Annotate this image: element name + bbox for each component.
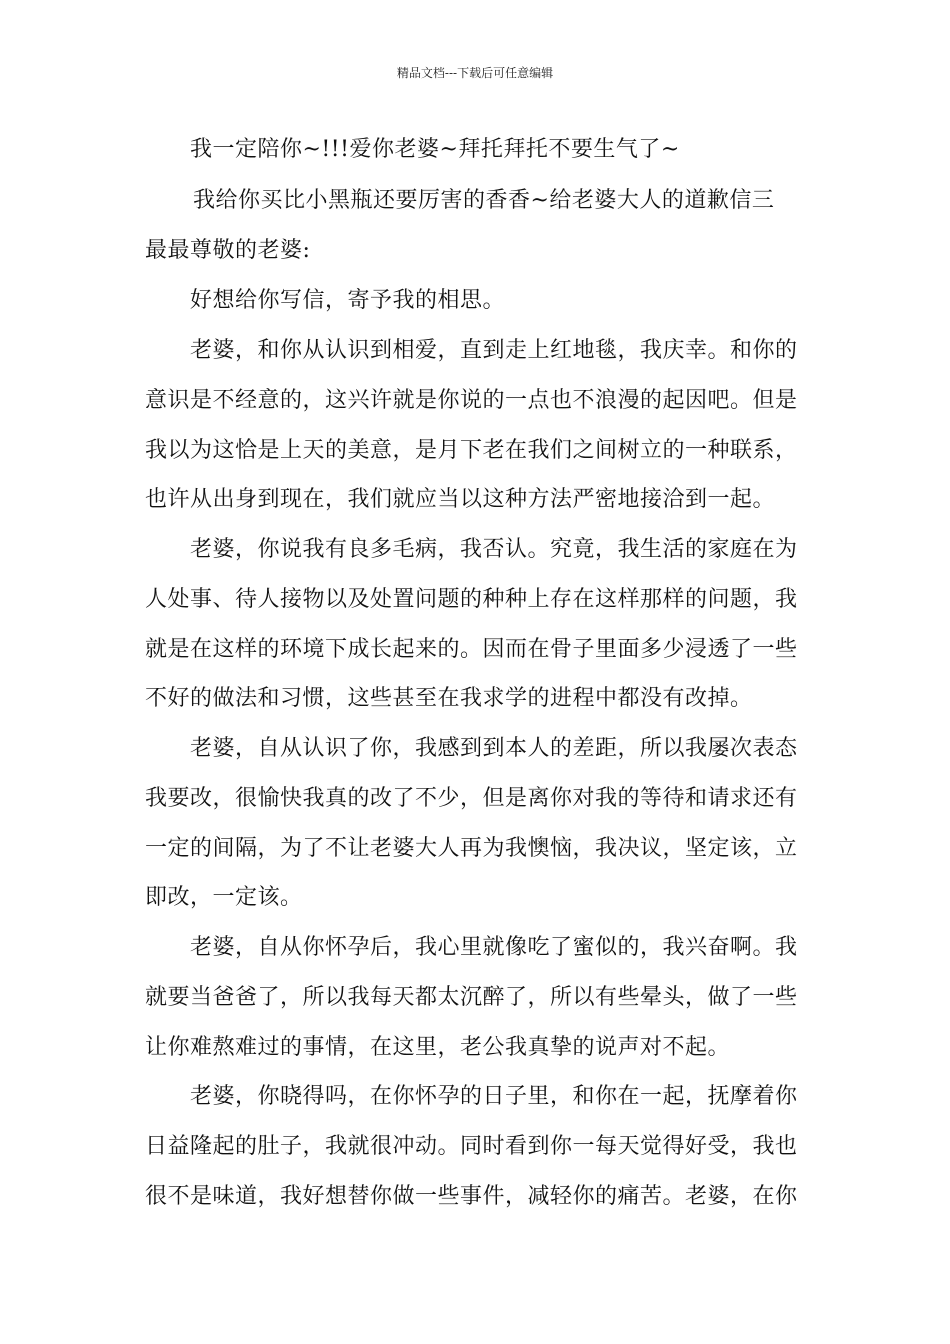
text-line: 就要当爸爸了，所以我每天都太沉醉了，所以有些晕头，做了一些 xyxy=(145,985,798,1010)
text-line: 也许从出身到现在，我们就应当以这种方法严密地接洽到一起。 xyxy=(145,487,776,512)
text-line: 老婆，和你从认识到相爱，直到走上红地毯，我庆幸。和你的 xyxy=(190,338,798,363)
text-line: 老婆，你说我有良多毛病，我否认。究竟，我生活的家庭在为 xyxy=(190,537,798,562)
text-line: 人处事、待人接物以及处置问题的种种上存在这样那样的问题，我 xyxy=(145,587,798,612)
page-header: 精品文档---下载后可任意编辑 xyxy=(396,66,554,80)
text-line: 我一定陪你~!!!爱你老婆~拜托拜托不要生气了~ xyxy=(190,137,680,162)
text-line: 老婆，自从认识了你，我感到到本人的差距，所以我屡次表态 xyxy=(190,736,798,761)
text-line: 意识是不经意的，这兴许就是你说的一点也不浪漫的起因吧。但是 xyxy=(145,388,798,413)
text-line: 日益隆起的肚子，我就很冲动。同时看到你一每天觉得好受，我也 xyxy=(145,1134,798,1159)
text-line: 我以为这恰是上天的美意，是月下老在我们之间树立的一种联系， xyxy=(145,438,798,463)
text-line: 老婆，自从你怀孕后，我心里就像吃了蜜似的，我兴奋啊。我 xyxy=(190,935,798,960)
text-line: 最最尊敬的老婆: xyxy=(145,238,311,263)
text-line: 就是在这样的环境下成长起来的。因而在骨子里面多少浸透了一些 xyxy=(145,637,798,662)
text-line: 不好的做法和习惯，这些甚至在我求学的进程中都没有改掉。 xyxy=(145,686,753,711)
text-line: 好想给你写信，寄予我的相思。 xyxy=(190,288,506,313)
text-line: 我给你买比小黑瓶还要厉害的香香~给老婆大人的道歉信三 xyxy=(193,188,775,213)
text-line: 让你难熬难过的事情，在这里，老公我真挚的说声对不起。 xyxy=(145,1035,731,1060)
text-line: 很不是味道，我好想替你做一些事件，减轻你的痛苦。老婆，在你 xyxy=(145,1184,798,1209)
text-line: 即改，一定该。 xyxy=(145,885,303,910)
text-line: 一定的间隔，为了不让老婆大人再为我懊恼，我决议，坚定该，立 xyxy=(145,836,798,861)
text-line: 老婆，你晓得吗，在你怀孕的日子里，和你在一起，抚摩着你 xyxy=(190,1084,798,1109)
text-line: 我要改，很愉快我真的改了不少，但是离你对我的等待和请求还有 xyxy=(145,786,798,811)
